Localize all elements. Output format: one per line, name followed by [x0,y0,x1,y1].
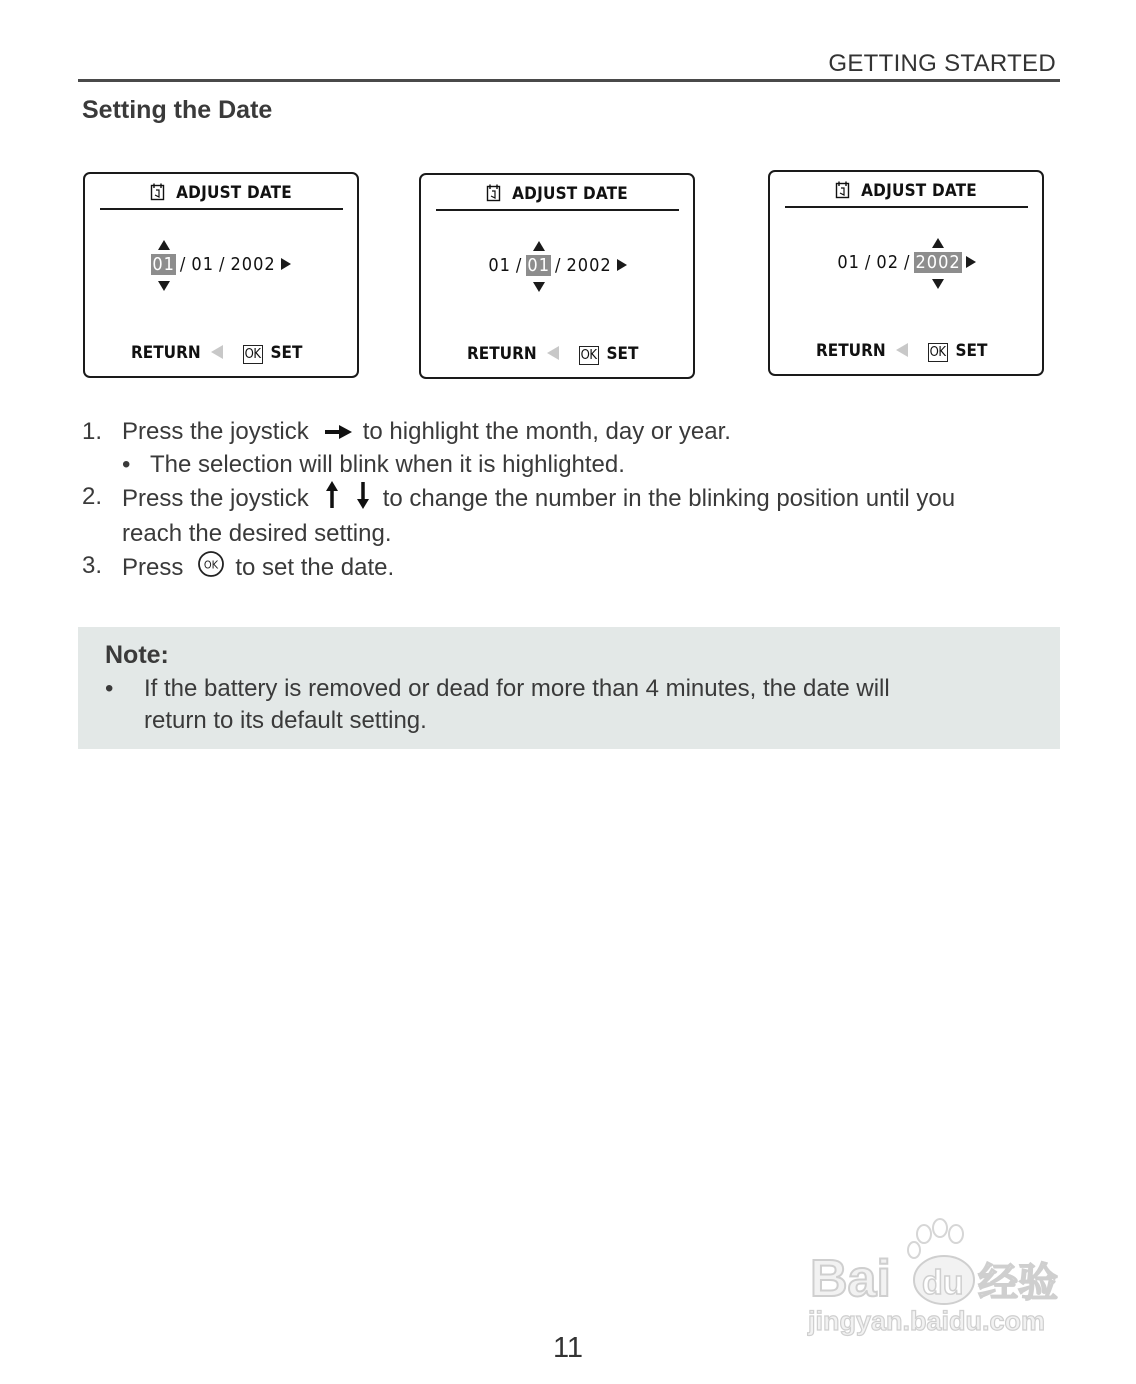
step-3 [82,550,1062,587]
arrow-down-icon [533,282,545,292]
arrow-left-icon [211,345,223,359]
section-header: GETTING STARTED [828,50,1056,77]
instruction-steps [82,416,1062,587]
date-day: 01 [527,255,550,276]
screen-divider [785,206,1028,208]
adjust-date-screen-year [768,170,1044,376]
screen-title [85,183,357,203]
step-text-before: Press [122,553,184,581]
screen-title [770,181,1042,201]
set-label: SET [270,343,303,363]
calendar-icon [150,183,166,201]
svg-text:Bai: Bai [810,1250,891,1308]
step-text-after: to highlight the month, day or year. [362,418,731,445]
screen-title-text: ADJUST DATE [176,183,292,203]
bullet-dot: • [105,675,114,702]
date-month: 01 [152,254,175,275]
date-display [421,255,693,276]
calendar-icon [486,184,502,202]
return-label: RETURN [467,344,537,364]
arrow-left-icon [896,343,908,357]
ok-icon: OK [580,348,597,363]
screen-footer [131,343,302,364]
step-1 [82,416,1062,449]
note-line-2: return to its default setting. [144,707,427,734]
date-display [770,252,1042,273]
date-separator: / [219,254,226,275]
step-text-continued: reach the desired setting. [122,519,392,547]
note-title: Note: [105,641,169,669]
subnote-text: The selection will blink when it is highlighted. [150,450,625,478]
step-number: 3. [82,551,103,579]
arrow-up-icon [533,241,545,251]
date-row [836,252,975,273]
date-year: 2002 [566,255,612,276]
arrow-left-icon [547,346,559,360]
page-number: 11 [552,1332,584,1364]
adjust-date-screen-month [83,172,359,378]
date-day: 01 [191,254,214,275]
svg-text:du: du [922,1264,964,1302]
return-label: RETURN [816,341,886,361]
date-year: 2002 [230,254,276,275]
arrow-right-icon [281,258,291,270]
step-2 [82,481,1062,550]
calendar-icon [835,181,851,199]
screen-footer [816,341,987,362]
set-label: SET [606,344,639,364]
date-day: 02 [876,252,899,273]
svg-text:jingyan.baidu.com: jingyan.baidu.com [808,1306,1046,1336]
arrow-down-icon [158,281,170,291]
page-title: Setting the Date [82,96,273,124]
arrow-right-icon [966,256,976,268]
screen-title-text: ADJUST DATE [861,181,977,201]
adjust-date-screen-day [419,173,695,379]
date-separator: / [555,255,562,276]
bullet-dot: • [122,450,131,478]
date-year: 2002 [915,252,961,273]
date-row [151,254,290,275]
screen-title-text: ADJUST DATE [512,184,628,204]
step-number: 2. [82,482,103,510]
svg-text:经验: 经验 [978,1260,1058,1306]
return-label: RETURN [131,343,201,363]
screen-divider [436,209,679,211]
screen-divider [100,208,343,210]
step-text-after: to change the number in the blinking position until you [382,484,956,512]
date-month: 01 [837,252,860,273]
step-text-before: Press the joystick [122,484,309,512]
arrow-up-icon [932,238,944,248]
screen-footer [467,344,638,365]
baidu-watermark-logo [806,1218,1066,1338]
arrow-up-icon [158,240,170,250]
header-rule [78,79,1060,82]
step-text-after: to set the date. [235,553,395,581]
note-item [105,673,1044,737]
note-line-1: If the battery is removed or dead for more than 4 minutes, the date will [144,675,890,702]
arrow-up-down-icon [323,481,373,518]
date-separator: / [864,252,872,273]
set-label: SET [955,341,988,361]
note-box [78,627,1060,749]
date-separator: / [904,252,911,273]
arrow-right-icon [617,259,627,271]
date-separator: / [515,255,523,276]
date-month: 01 [488,255,511,276]
ok-button-icon [197,550,225,587]
date-row [487,255,626,276]
svg-text:OK: OK [204,558,219,572]
step-number: 1. [82,418,103,445]
step-1-subnote [82,449,1062,481]
ok-icon: OK [929,345,946,360]
step-text-before: Press the joystick [122,418,309,445]
screen-title [421,184,693,204]
arrow-down-icon [932,279,944,289]
date-display [85,254,357,275]
ok-icon: OK [244,347,261,362]
arrow-right-icon [323,417,353,449]
date-separator: / [179,254,187,275]
